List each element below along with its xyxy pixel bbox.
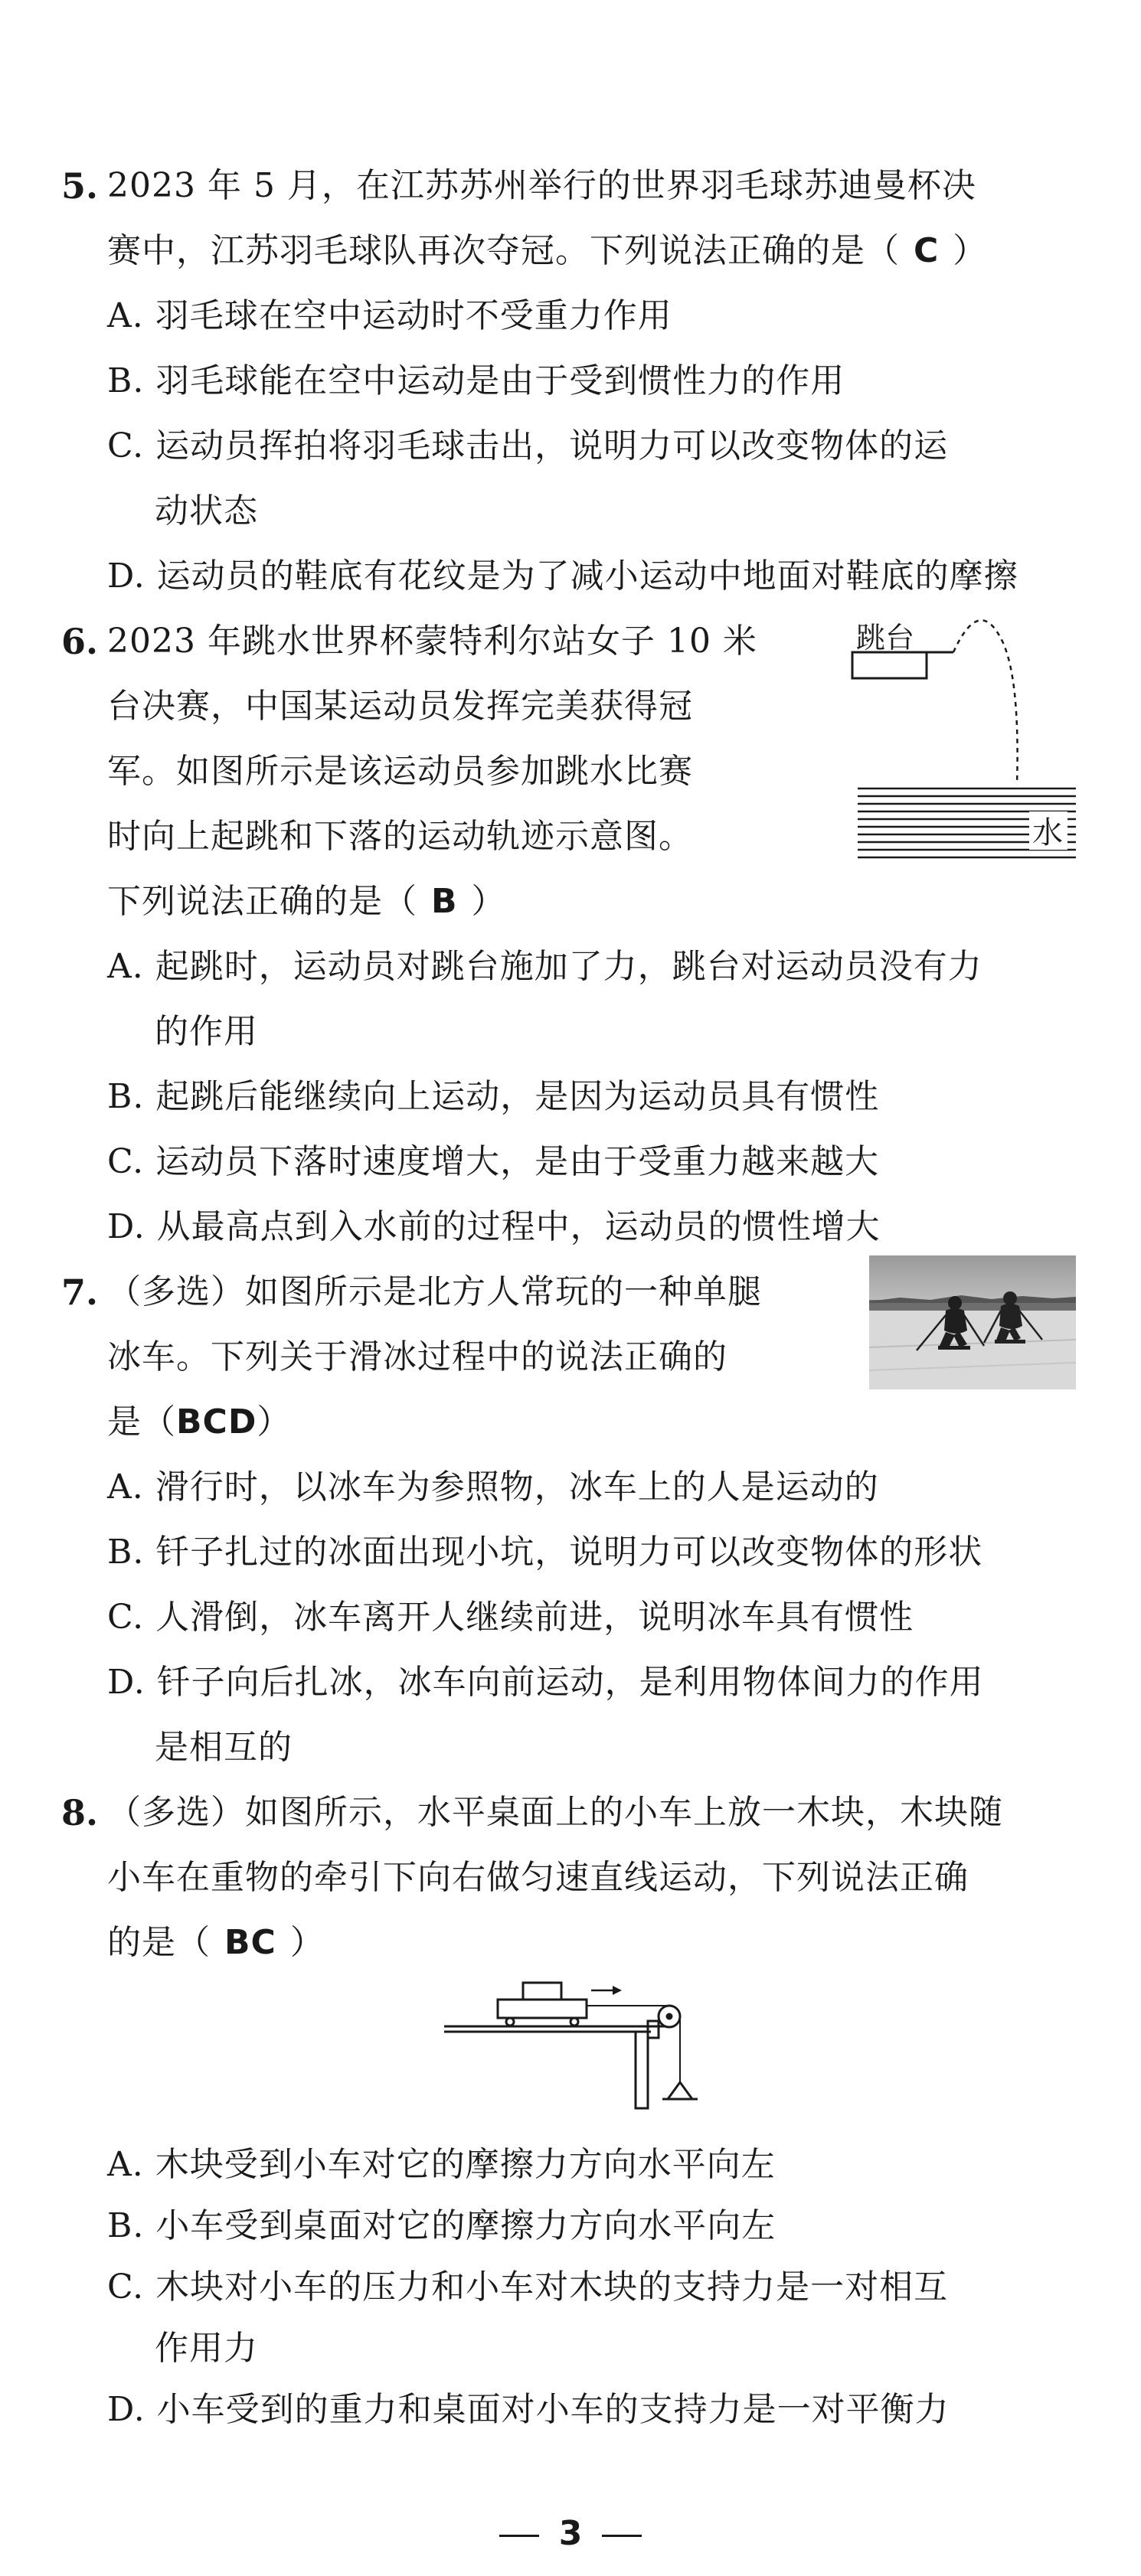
wood-block: [523, 1983, 561, 2000]
q5-stem-line2: [107, 230, 987, 273]
q8-stem-line3: [107, 1921, 325, 1964]
q6-option-a-line1: A. 起跳时，运动员对跳台施加了力，跳台对运动员没有力: [107, 947, 982, 986]
q5-stem-line2-text: 赛中，江苏羽毛球队再次夺冠。下列说法正确的是（: [107, 231, 900, 270]
q5-option-c-line1: C. 运动员挥拍将羽毛球击出，说明力可以改变物体的运: [107, 426, 949, 465]
q7-close-paren: ）: [257, 1402, 292, 1441]
q6-stem-line5-text: 下列说法正确的是（: [107, 882, 417, 921]
q6-number: 6.: [61, 621, 99, 662]
q8-option-c-line1: C. 木块对小车的压力和小车对木块的支持力是一对相互: [107, 2267, 949, 2307]
page-footer: [0, 2512, 1141, 2555]
q7-stem-line1: （多选）如图所示是北方人常玩的一种单腿: [107, 1272, 762, 1311]
q5-option-c-line2: 动状态: [155, 491, 258, 531]
q8-option-c-line2: 作用力: [155, 2329, 258, 2368]
q6-option-a-line2: 的作用: [155, 1012, 258, 1051]
q6-option-b: B. 起跳后能继续向上运动，是因为运动员具有惯性: [107, 1077, 880, 1116]
q6-stem-line4: 时向上起跳和下落的运动轨迹示意图。: [107, 817, 693, 856]
q8-stem-line2: 小车在重物的牵引下向右做匀速直线运动，下列说法正确: [107, 1858, 969, 1897]
q5-option-d: D. 运动员的鞋底有花纹是为了减小运动中地面对鞋底的摩擦: [107, 557, 1018, 596]
cart-body: [498, 2000, 587, 2018]
q5-stem-line1: 2023 年 5 月，在江苏苏州举行的世界羽毛球苏迪曼杯决: [107, 166, 976, 205]
ice-sled-photo-svg: [869, 1255, 1076, 1389]
q5-answer: C: [914, 231, 940, 270]
q6-stem-line2: 台决赛，中国某运动员发挥完美获得冠: [107, 687, 693, 726]
q7-option-c: C. 人滑倒，冰车离开人继续前进，说明冰车具有惯性: [107, 1598, 914, 1637]
q8-option-a: A. 木块受到小车对它的摩擦力方向水平向左: [107, 2145, 776, 2184]
q8-stem-line3-text: 的是（: [107, 1923, 211, 1962]
q6-stem-line3: 军。如图所示是该运动员参加跳水比赛: [107, 752, 693, 791]
q8-option-d: D. 小车受到的重力和桌面对小车的支持力是一对平衡力: [107, 2390, 950, 2429]
q7-option-d-line2: 是相互的: [155, 1728, 293, 1767]
hanging-weight: [668, 2082, 692, 2099]
q6-stem-line1: 2023 年跳水世界杯蒙特利尔站女子 10 米: [107, 622, 757, 661]
cart-wheel-left: [506, 2018, 514, 2026]
footer-dash-right: [602, 2535, 642, 2537]
diving-figure: [850, 612, 1080, 865]
cart-pulley-figure: [444, 1975, 720, 2113]
pulley-bracket: [648, 2021, 659, 2038]
q5-close-paren: ）: [953, 231, 988, 270]
q7-stem-line3-text: 是（: [107, 1402, 176, 1441]
platform-block: [852, 652, 927, 678]
q8-stem-line1: （多选）如图所示，水平桌面上的小车上放一木块，木块随: [107, 1793, 1003, 1832]
platform-label: 跳台: [856, 621, 915, 655]
q7-option-d-line1: D. 钎子向后扎冰，冰车向前运动，是利用物体间力的作用: [107, 1663, 984, 1702]
table-leg: [636, 2032, 648, 2108]
q6-answer: B: [431, 882, 458, 921]
q8-option-b: B. 小车受到桌面对它的摩擦力方向水平向左: [107, 2206, 776, 2245]
diving-diagram: [850, 612, 1080, 865]
q6-stem-line5: [107, 880, 506, 923]
cart-wheel-right: [570, 2018, 578, 2026]
q6-option-d: D. 从最高点到入水前的过程中，运动员的惯性增大: [107, 1207, 881, 1246]
q5-option-b: B. 羽毛球能在空中运动是由于受到惯性力的作用: [107, 361, 845, 400]
water-label: 水: [1032, 815, 1063, 851]
motion-arrow: [591, 1986, 622, 1995]
q8-number: 8.: [61, 1792, 99, 1833]
page-number: 3: [558, 2514, 583, 2553]
q6-option-c: C. 运动员下落时速度增大，是由于受重力越来越大: [107, 1142, 880, 1181]
ice-sled-photo: [869, 1255, 1076, 1389]
q7-option-b: B. 钎子扎过的冰面出现小坑，说明力可以改变物体的形状: [107, 1533, 983, 1572]
q7-stem-line2: 冰车。下列关于滑冰过程中的说法正确的: [107, 1337, 727, 1376]
q8-close-paren: ）: [289, 1923, 325, 1962]
trajectory-path: [953, 620, 1018, 785]
q8-answer: BC: [224, 1923, 276, 1962]
q7-option-a: A. 滑行时，以冰车为参照物，冰车上的人是运动的: [107, 1468, 879, 1507]
q6-close-paren: ）: [471, 882, 506, 921]
q5-option-a: A. 羽毛球在空中运动时不受重力作用: [107, 296, 672, 335]
q5-number: 5.: [61, 165, 99, 207]
cart-pulley-diagram: [444, 1975, 720, 2113]
footer-dash-left: [499, 2535, 539, 2537]
q7-stem-line3: [107, 1401, 291, 1444]
q7-number: 7.: [61, 1272, 99, 1313]
q7-answer: BCD: [176, 1402, 257, 1441]
